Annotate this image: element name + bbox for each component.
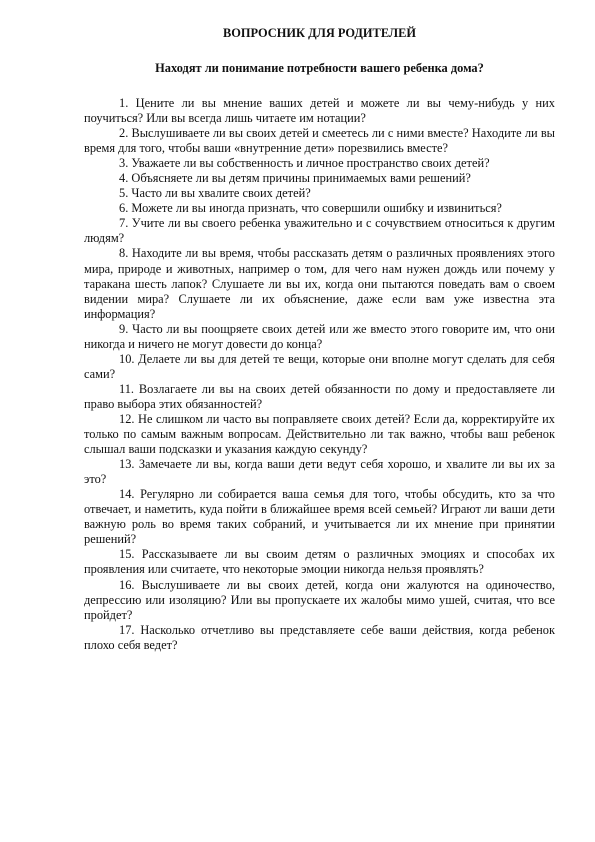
document-title: ВОПРОСНИК ДЛЯ РОДИТЕЛЕЙ [222, 26, 417, 40]
question-item: 3. Уважаете ли вы собственность и личное пространство своих детей? [119, 156, 490, 171]
question-item: 4. Объясняете ли вы детям причины принимаемых вами решений? [119, 171, 471, 186]
document-subtitle: Находят ли понимание потребности вашего ребенка дома? [155, 61, 484, 75]
question-item: 1. Цените ли вы мнение ваших детей и можете ли вы чему-нибудь у них поучиться? Или вы всегда лишь читаете им нотации? [84, 96, 555, 126]
question-item: 9. Часто ли вы поощряете своих детей или же вместо этого говорите им, что они никогда и ничего не могут довести до конца? [84, 321, 555, 351]
question-item: 2. Выслушиваете ли вы своих детей и смеетесь ли с ними вместе? Находите ли вы время для того, чтобы ваши «внутренние дети» порезвились вместе? [84, 126, 555, 156]
question-item: 5. Часто ли вы хвалите своих детей? [119, 186, 311, 201]
question-item: 6. Можете ли вы иногда признать, что совершили ошибку и извиниться? [119, 201, 502, 216]
question-item: 16. Выслушиваете ли вы своих детей, когда они жалуются на одиночество, депрессию или изоляцию? Или вы пропускаете их жалобы мимо ушей, считая, что все пройдет? [84, 577, 555, 622]
question-item: 15. Рассказываете ли вы своим детям о различных эмоциях и способах их проявления или считаете, что некоторые эмоции никогда нельзя проявлять? [84, 547, 555, 577]
document-page [84, 26, 555, 653]
question-item: 13. Замечаете ли вы, когда ваши дети ведут себя хорошо, и хвалите ли вы их за это? [84, 457, 555, 487]
question-item: 12. Не слишком ли часто вы поправляете своих детей? Если да, корректируйте их только по самым важным вопросам. Действительно ли так важно, чтобы ваш ребенок слышал ваши подсказки и указания каждую секунду? [84, 411, 555, 457]
question-item: 14. Регулярно ли собирается ваша семья для того, чтобы обсудить, кто за что отвечает, и наметить, куда пойти в ближайшее время всей семьей? Играют ли ваши дети важную роль во время таких собраний, и учитывается ли их мнение при принятии решений? [84, 487, 555, 547]
question-item: 8. Находите ли вы время, чтобы рассказать детям о различных проявлениях этого мира, природе и животных, например о том, для чего нам нужен дождь или почему у таракана шесть лапок? Слушаете ли вы их, когда они пытаются поведать вам о своем видении мира? Слушаете ли их объяснение, даже если вам уже известна эта информация? [84, 246, 555, 321]
question-item: 10. Делаете ли вы для детей те вещи, которые они вполне могут сделать для себя сами? [84, 351, 555, 381]
question-item: 7. Учите ли вы своего ребенка уважительно и с сочувствием относиться к другим людям? [84, 216, 555, 246]
question-item: 17. Насколько отчетливо вы представляете себе ваши действия, когда ребенок плохо себя ведет? [84, 622, 555, 652]
question-item: 11. Возлагаете ли вы на своих детей обязанности по дому и предоставляете ли право выбора этих обязанностей? [84, 381, 555, 411]
questions-list [84, 96, 555, 653]
